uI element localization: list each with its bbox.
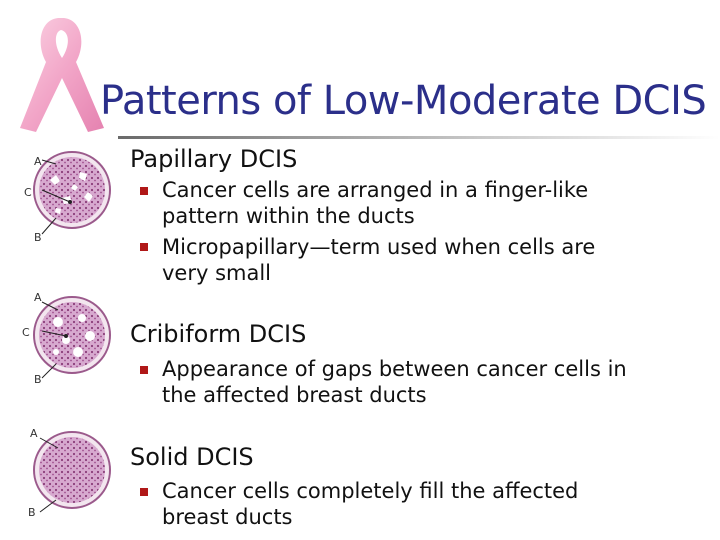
bullet-text: Appearance of gaps between cancer cells in the affected breast ducts (162, 357, 627, 407)
cribiform-label-a: A (34, 291, 42, 304)
bullet-marker (140, 243, 148, 251)
papillary-duct-illustration (34, 152, 110, 234)
section-heading-solid: Solid DCIS (130, 443, 254, 471)
title-divider (118, 136, 720, 139)
bullet-text: Micropapillary—term used when cells are very small (162, 235, 596, 285)
section-heading-cribiform: Cribiform DCIS (130, 320, 307, 348)
bullet-marker (140, 187, 148, 195)
slide-title: Patterns of Low-Moderate DCIS (100, 78, 707, 124)
bullet-text: Cancer cells are arranged in a finger-like pattern within the ducts (162, 178, 589, 228)
papillary-label-a: A (34, 155, 42, 168)
bullet-marker (140, 366, 148, 374)
section-heading-papillary: Papillary DCIS (130, 145, 298, 173)
cribiform-label-c: C (22, 326, 30, 339)
cribiform-label-b: B (34, 373, 42, 386)
solid-duct-illustration (34, 432, 110, 512)
papillary-label-b: B (34, 231, 42, 244)
solid-label-b: B (28, 506, 36, 519)
cribiform-duct-illustration (34, 297, 110, 378)
solid-label-a: A (30, 427, 38, 440)
papillary-label-c: C (24, 186, 32, 199)
bullet-marker (140, 488, 148, 496)
duct-illustrations (0, 140, 130, 540)
bullet-text: Cancer cells completely fill the affected breast ducts (162, 479, 579, 529)
